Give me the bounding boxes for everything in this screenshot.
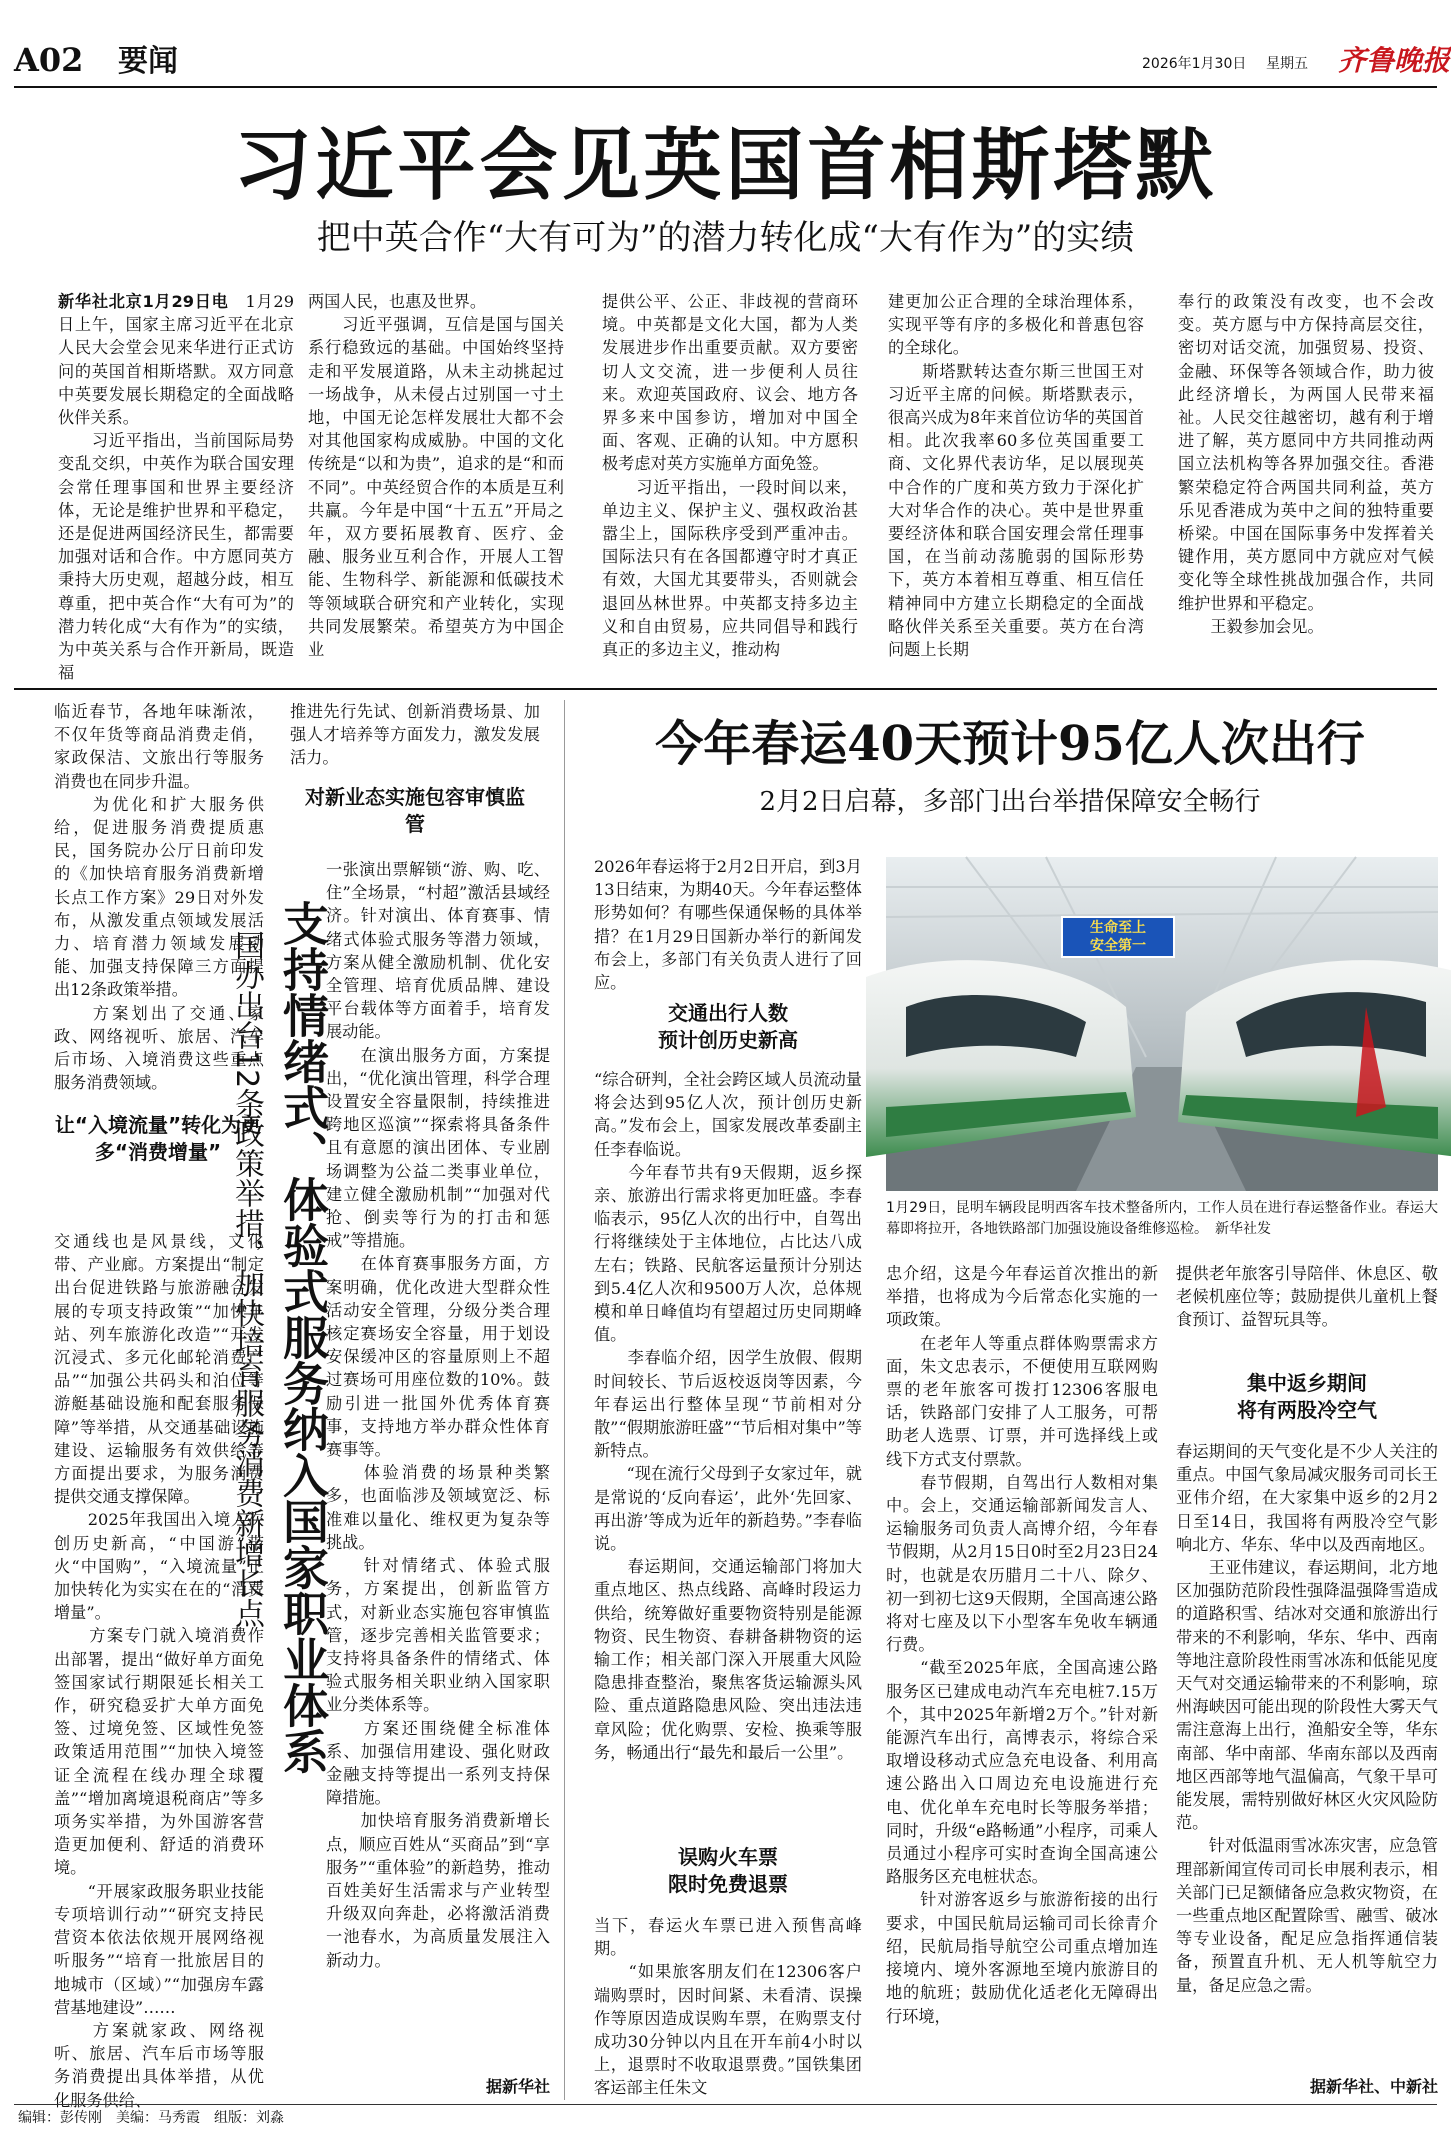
travel-subhead-3: 集中返乡期间 将有两股冷空气 (1237, 1371, 1377, 1422)
services-subhead-2: 对新业态实施包容审慎监管 (305, 785, 525, 836)
services-subhead-1: 让“入境流量”转化为更多“消费增量” (54, 1113, 262, 1164)
column-divider (564, 700, 565, 2100)
travel-column-2-body: 忠介绍，这是今年春运首次推出的新举措，也将成为今后常态化实施的一项政策。 在老年人等重点群体购票需求方面，朱文忠表示，不便使用互联网购票的老年旅客可拨打12306客服电话，铁路部门安排了人工服务，可帮助老人选票、订票，并可选择线上或线下方式支付票款。 春节假期，自驾出行人数相对集中。会上，交通运输部新闻发言人、运输服务司负责人高博介绍，今年春节假期，从2月15日0时至2月23日24时，也就是农历腊月二十八、除夕、初一到初七这9天假期，全国高速公路将对七座及以下小型客车免收车辆通行费。 “截至2025年底，全国高速公路服务区已建成电动汽车充电桩7.15万个，其中2025年新增2万个。”针对新能源汽车出行，高博表示，将综合采取增设移动式应急充电设备、利用高速公路出入口周边充电设施进行充电、优化单车充电时长等服务举措；同时，升级“e路畅通”小程序，司乘人员通过小程序可实时查询全国高速公路服务区充电桩状态。 针对游客返乡与旅游衔接的出行要求，中国民航局运输司司长徐青介绍，民航局指导航空公司重点增加连接境内、境外客源地至境内旅游目的地的航班；鼓励优化适老化无障碍出行环境， (886, 1264, 1158, 2026)
travel-credit: 据新华社、中新社 (1309, 2077, 1438, 2096)
footer-rule (14, 2104, 1437, 2105)
section-name: 要闻 (118, 44, 178, 79)
train-photo (886, 857, 1438, 1191)
paper-logo: 齐鲁晚报 (1338, 44, 1451, 77)
safety-sign-line1: 生命至上 (1090, 920, 1146, 936)
services-credit: 据新华社 (485, 2077, 550, 2096)
travel-subtitle: 2月2日启幕，多部门出台举措保障安全畅行 (759, 787, 1261, 817)
travel-intro: 2026年春运将于2月2日开启，到3月13日结束，为期40天。今年春运整体形势如何？有哪些保通保畅的具体举措？在1月29日国新办举行的新闻发布会上，多部门有关负责人进行了回应。 (594, 857, 862, 993)
travel-column-1-body: “综合研判，全社会跨区域人员流动量将会达到95亿人次，预计创历史新高。”发布会上，国家发展改革委副主任李春临说。 今年春节共有9天假期，返乡探亲、旅游出行需求将更加旺盛。李春临表示，95亿人次的出行中，自驾出行将继续处于主体地位，占比达八成左右；铁路、民航客运量预计分别达到5.4亿人次和9500万人次，总体规模和单日峰值均有望超过历史同期峰值。 李春临介绍，因学生放假、假期时间较长、节后返校返岗等因素，今年春运出行整体呈现“节前相对分散”“假期旅游旺盛”“节后相对集中”等新特点。 “现在流行父母到子女家过年，就是常说的‘反向春运’，此外‘先回家、再出游’等成为近年的新趋势。”李春临说。 春运期间，交通运输部门将加大重点地区、热点线路、高峰时段运力供给，统筹做好重要物资特别是能源物资、民生物资、春耕备耕物资的运输工作；相关部门深入开展重大风险隐患排查整治，聚焦客货运输源头风险、重点道路隐患风险、突出违法违章风险；优化购票、安检、换乘等服务，畅通出行“最先和最后一公里”。 (594, 1070, 863, 1762)
travel-column-1-end: 当下，春运火车票已进入预售高峰期。 “如果旅客朋友们在12306客户端购票时，因时间紧、未看清、误操作等原因造成误购车票，在购票支付成功30分钟以内且在开车前4小时以上，退票时不收取退票费。”国铁集团客运部主任朱文 (594, 1916, 862, 2098)
weekday: 星期五 (1266, 56, 1308, 72)
masthead-rule (14, 86, 1437, 88)
travel-subhead-1: 交通出行人数 预计创历史新高 (658, 1001, 798, 1052)
train-maintenance-image (886, 857, 1438, 1191)
services-column-1-bottom: 交通线也是风景线，文化带、产业廊。方案提出“制定出台促进铁路与旅游融合发展的专项支持政策”“加快车站、列车旅游化改造”“开发沉浸式、多元化邮轮消费产品”“加强公共码头和泊位等游艇基础设施和配套服务保障”等举措，从交通基础设施建设、运输服务有效供给等方面提出要求，为服务消费提供交通支撑保障。 2025年我国出入境人次创历史新高，“中国游”带火“中国购”，“入境流量”正加快转化为实实在在的“消费增量”。 方案专门就入境消费作出部署，提出“做好单方面免签国家试行期限延长相关工作，研究稳妥扩大单方面免签、过境免签、区域性免签政策适用范围”“加快入境签证全流程在线办理全球覆盖”“增加离境退税商店”等多项务实举措，为外国游客营造更加便利、舒适的消费环境。 “开展家政服务职业技能专项培训行动”“研究支持民营资本依法依规开展网络视听服务”“培育一批旅居目的地城市（区域）”“加强房车露营基地建设”…… 方案就家政、网络视听、旅居、汽车后市场等服务消费提出具体举措，从优化服务供给、 (54, 1232, 264, 2110)
lead-subtitle: 把中英合作“大有可为”的潜力转化成“大有作为”的实绩 (316, 218, 1135, 258)
travel-headline: 今年春运40天预计95亿人次出行 (655, 716, 1365, 772)
travel-column-3-body: 春运期间的天气变化是不少人关注的重点。中国气象局减灾服务司司长王亚伟介绍，在大家集中返乡的2月2日至14日，我国将有两股冷空气影响北方、华东、华中以及西南地区。 王亚伟建议，春运期间，北方地区加强防范阶段性强降温强降雪造成的道路积雪、结冰对交通和旅游出行带来的不利影响，华东、华中、西南等地注意阶段性雨雪冰冻和低能见度天气对交通运输带来的不利影响，琼州海峡因可能出现的阶段性大雾天气需注意海上出行，渔船安全等，华东南部、华中南部、华南东部以及西南地区西部等地气温偏高，气象干旱可能发展，需特别做好林区火灾风险防范。 针对低温雨雪冰冻灾害，应急管理部新闻宣传司司长申展利表示，相关部门已足额储备应急救灾物资，在一些重点地区配置除雪、融雪、破冰等专业设备，配足应急指挥通信装备，预置直升机、无人机等航空力量，备足应急之需。 (1176, 1442, 1438, 1995)
safety-sign-line2: 安全第一 (1090, 938, 1146, 954)
services-vertical-headline: 支持情绪式、体验式服务纳入国家职业体系 (276, 900, 330, 1774)
photo-caption: 1月29日，昆明车辆段昆明西客车技术整备所内，工作人员在进行春运整备作业。春运大幕即将拉开，各地铁路部门加强设施设备维修巡检。 新华社发 (886, 1200, 1438, 1237)
lead-column-1: 新华社北京1月29日电 1月29日上午，国家主席习近平在北京人民大会堂会见来华进行正式访问的英国首相斯塔默。双方同意中英要发展长期稳定的全面战略伙伴关系。 习近平指出，当前国际局势变乱交织，中英作为联合国安理会常任理事国和世界主要经济体，无论是维护世界和平稳定，还是促进两国经济民生，都需要加强对话和合作。中方愿同英方秉持大历史观，超越分歧，相互尊重，把中英合作“大有可为”的潜力转化成“大有作为”的实绩，为中英关系与合作开新局，既造福 (58, 292, 295, 683)
dateline: 新华社北京1月29日电 (58, 292, 229, 311)
services-vertical-subtitle: 国办出台12条政策举措，加快培育服务消费新增长点 (229, 930, 264, 1629)
lead-column-5: 奉行的政策没有改变，也不会改变。英方愿与中方保持高层交往，密切对话交流，加强贸易、投资、金融、环保等各领域合作，助力彼此经济增长，为两国人民带来福祉。人民交往越密切，越有利于增进了解，英方愿同中方共同推动两国立法机构等各界加强交往。香港繁荣稳定符合两国共同利益，英方乐见香港成为英中之间的独特重要桥梁。中国在国际事务中发挥着关键作用，英方愿同中方就应对气候变化等全球性挑战加强合作，共同维护世界和平稳定。 王毅参加会见。 (1178, 292, 1434, 636)
section-divider (14, 688, 1437, 690)
lead-column-2: 两国人民，也惠及世界。 习近平强调，互信是国与国关系行稳致远的基础。中国始终坚持走和平发展道路，从未主动挑起过一场战争，从未侵占过别国一寸土地，中国无论怎样发展壮大都不会对其他国家构成威胁。中国的文化传统是“以和为贵”，追求的是“和而不同”。中英经贸合作的本质是互利共赢。今年是中国“十五五”开局之年，双方要拓展教育、医疗、金融、服务业互利合作，开展人工智能、生物科学、新能源和低碳技术等领域联合研究和产业转化，实现共同发展繁荣。希望英方为中国企业 (308, 292, 564, 660)
page-number: A02 (14, 41, 84, 79)
services-column-2-body: 一张演出票解锁“游、购、吃、住”全场景，“村超”激活县域经济。针对演出、体育赛事、情绪式体验式服务等潜力领域，方案从健全激励机制、优化安全管理、培育优质品牌、建设平台载体等方面着手，培育发展动能。 在演出服务方面，方案提出，“优化演出管理，科学合理设置安全容量限制，持续推进跨地区巡演”“探索将具备条件且有意愿的演出团体、专业剧场调整为公益二类事业单位，建立健全激励机制”“加强对代抢、倒卖等行为的打击和惩戒”等措施。 在体育赛事服务方面，方案明确，优化改进大型群众性活动安全管理，分级分类合理核定赛场安全容量，用于划设安保缓冲区的容量原则上不超过赛场可用座位数的10%。鼓励引进一批国外优秀体育赛事，支持地方举办群众性体育赛事等。 体验消费的场景种类繁多，也面临涉及领域宽泛、标准难以量化、维权更为复杂等挑战。 针对情绪式、体验式服务，方案提出，创新监管方式，对新业态实施包容审慎监管，逐步完善相关监管要求；支持将具备条件的情绪式、体验式服务相关职业纳入国家职业分类体系等。 方案还围绕健全标准体系、加强信用建设、强化财政金融支持等提出一系列支持保障措施。 加快培育服务消费新增长点，顺应百姓从“买商品”到“享服务”“重体验”的新趋势，推动百姓美好生活需求与产业转型升级双向奔赴，必将激活消费一池春水，为高质量发展注入新动力。 (326, 860, 550, 1970)
lead-column-4: 建更加公正合理的全球治理体系，实现平等有序的多极化和普惠包容的全球化。 斯塔默转达查尔斯三世国王对习近平主席的问候。斯塔默表示，很高兴成为8年来首位访华的英国首相。此次我率60多位英国重要工商、文化界代表访华，足以展现英中合作的广度和英方致力于深化扩大对华合作的决心。英中是世界重要经济体和联合国安理会常任理事国，在当前动荡脆弱的国际形势下，英方本着相互尊重、相互信任精神同中方建立长期稳定的全面战略伙伴关系至关重要。英方在台湾问题上长期 (888, 292, 1144, 660)
footer-credits: 编辑：彭传刚 美编：马秀霞 组版：刘淼 (18, 2110, 284, 2126)
services-column-2-top: 推进先行先试、创新消费场景、加强人才培养等方面发力，激发发展活力。 (290, 702, 540, 768)
lead-column-3: 提供公平、公正、非歧视的营商环境。中英都是文化大国，都为人类发展进步作出重要贡献。双方要密切人文交流，进一步便利人员往来。欢迎英国政府、议会、地方各界多来中国参访，增加对中国全面、客观、正确的认知。中方愿积极考虑对英方实施单方面免签。 习近平指出，一段时间以来，单边主义、保护主义、强权政治甚嚣尘上，国际秩序受到严重冲击。国际法只有在各国都遵守时才真正有效，大国尤其要带头，否则就会退回丛林世界。中英都支持多边主义和自由贸易，应共同倡导和践行真正的多边主义，推动构 (602, 292, 858, 660)
services-column-1-top: 临近春节，各地年味渐浓，不仅年货等商品消费走俏，家政保洁、文旅出行等服务消费也在同步升温。 为优化和扩大服务供给，促进服务消费提质惠民，国务院办公厅日前印发的《加快培育服务消费新增长点工作方案》29日对外发布，从激发重点领域发展活力、培育潜力领域发展动能、加强支持保障三方面提出12条政策举措。 方案划出了交通、家政、网络视听、旅居、汽车后市场、入境消费这些重点服务消费领域。 (54, 702, 264, 1093)
issue-date: 2026年1月30日 (1142, 56, 1247, 72)
lead-headline: 习近平会见英国首相斯塔默 (233, 121, 1218, 211)
travel-column-3-top: 提供老年旅客引导陪伴、休息区、敬老候机座位等；鼓励提供儿童机上餐食预订、益智玩具等。 (1176, 1264, 1438, 1330)
travel-subhead-2: 误购火车票 限时免费退票 (668, 1845, 788, 1896)
